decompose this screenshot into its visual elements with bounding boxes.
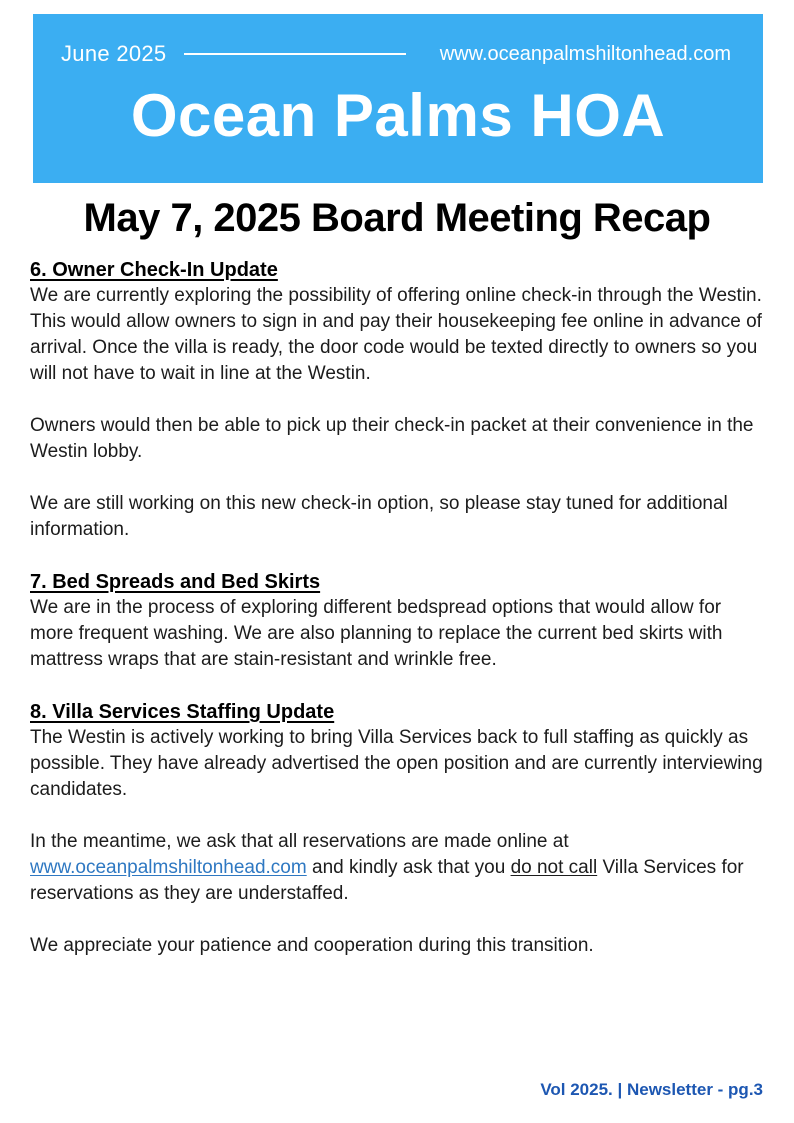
header-website-url: www.oceanpalmshiltonhead.com — [439, 42, 731, 65]
paragraph-text: Villa Services for reservations as they are understaffed. — [30, 857, 744, 904]
page-title: May 7, 2025 Board Meeting Recap — [83, 196, 711, 240]
header-divider-line — [184, 53, 406, 55]
paragraph: We appreciate your patience and cooperation during this transition. — [30, 935, 594, 956]
paragraph-text: and kindly ask that you — [306, 857, 511, 878]
section-villa-services — [30, 699, 766, 959]
newsletter-body — [30, 254, 766, 985]
section-heading: 8. Villa Services Staffing Update — [30, 701, 335, 723]
header-banner — [33, 14, 763, 183]
issue-date: June 2025 — [61, 41, 167, 66]
footer-page-info: Vol 2025. | Newsletter - pg.3 — [540, 1080, 763, 1099]
section-heading: 7. Bed Spreads and Bed Skirts — [30, 571, 321, 593]
do-not-call-emphasis: do not call — [510, 857, 598, 878]
paragraph: Owners would then be able to pick up their check-in packet at their convenience in the Westin lobby. — [30, 415, 754, 462]
paragraph: We are currently exploring the possibility of offering online check-in through the Westin. This would allow owners to sign in and pay their housekeeping fee online in advance of arrival. Once the villa is ready, the door code would be texted directly to owners so you will not have to wait in line at the Westin. — [30, 285, 762, 384]
paragraph: The Westin is actively working to bring Villa Services back to full staffing as quickly as possible. They have already advertised the open position and are currently interviewing candidates. — [30, 727, 763, 800]
header-top-row — [33, 14, 763, 67]
section-owner-checkin — [30, 257, 766, 543]
paragraph-text: In the meantime, we ask that all reservations are made online at — [30, 831, 569, 852]
section-heading: 6. Owner Check-In Update — [30, 259, 278, 281]
newsletter-brand-title: Ocean Palms HOA — [130, 82, 666, 149]
paragraph-with-link — [30, 829, 766, 907]
paragraph: We are in the process of exploring different bedspread options that would allow for more frequent washing. We are also planning to replace the current bed skirts with mattress wraps that are stain-resistant and wrinkle free. — [30, 597, 723, 670]
section-bed-spreads — [30, 569, 766, 673]
paragraph: We are still working on this new check-in option, so please stay tuned for additional information. — [30, 493, 728, 540]
website-link[interactable]: www.oceanpalmshiltonhead.com — [30, 857, 307, 878]
